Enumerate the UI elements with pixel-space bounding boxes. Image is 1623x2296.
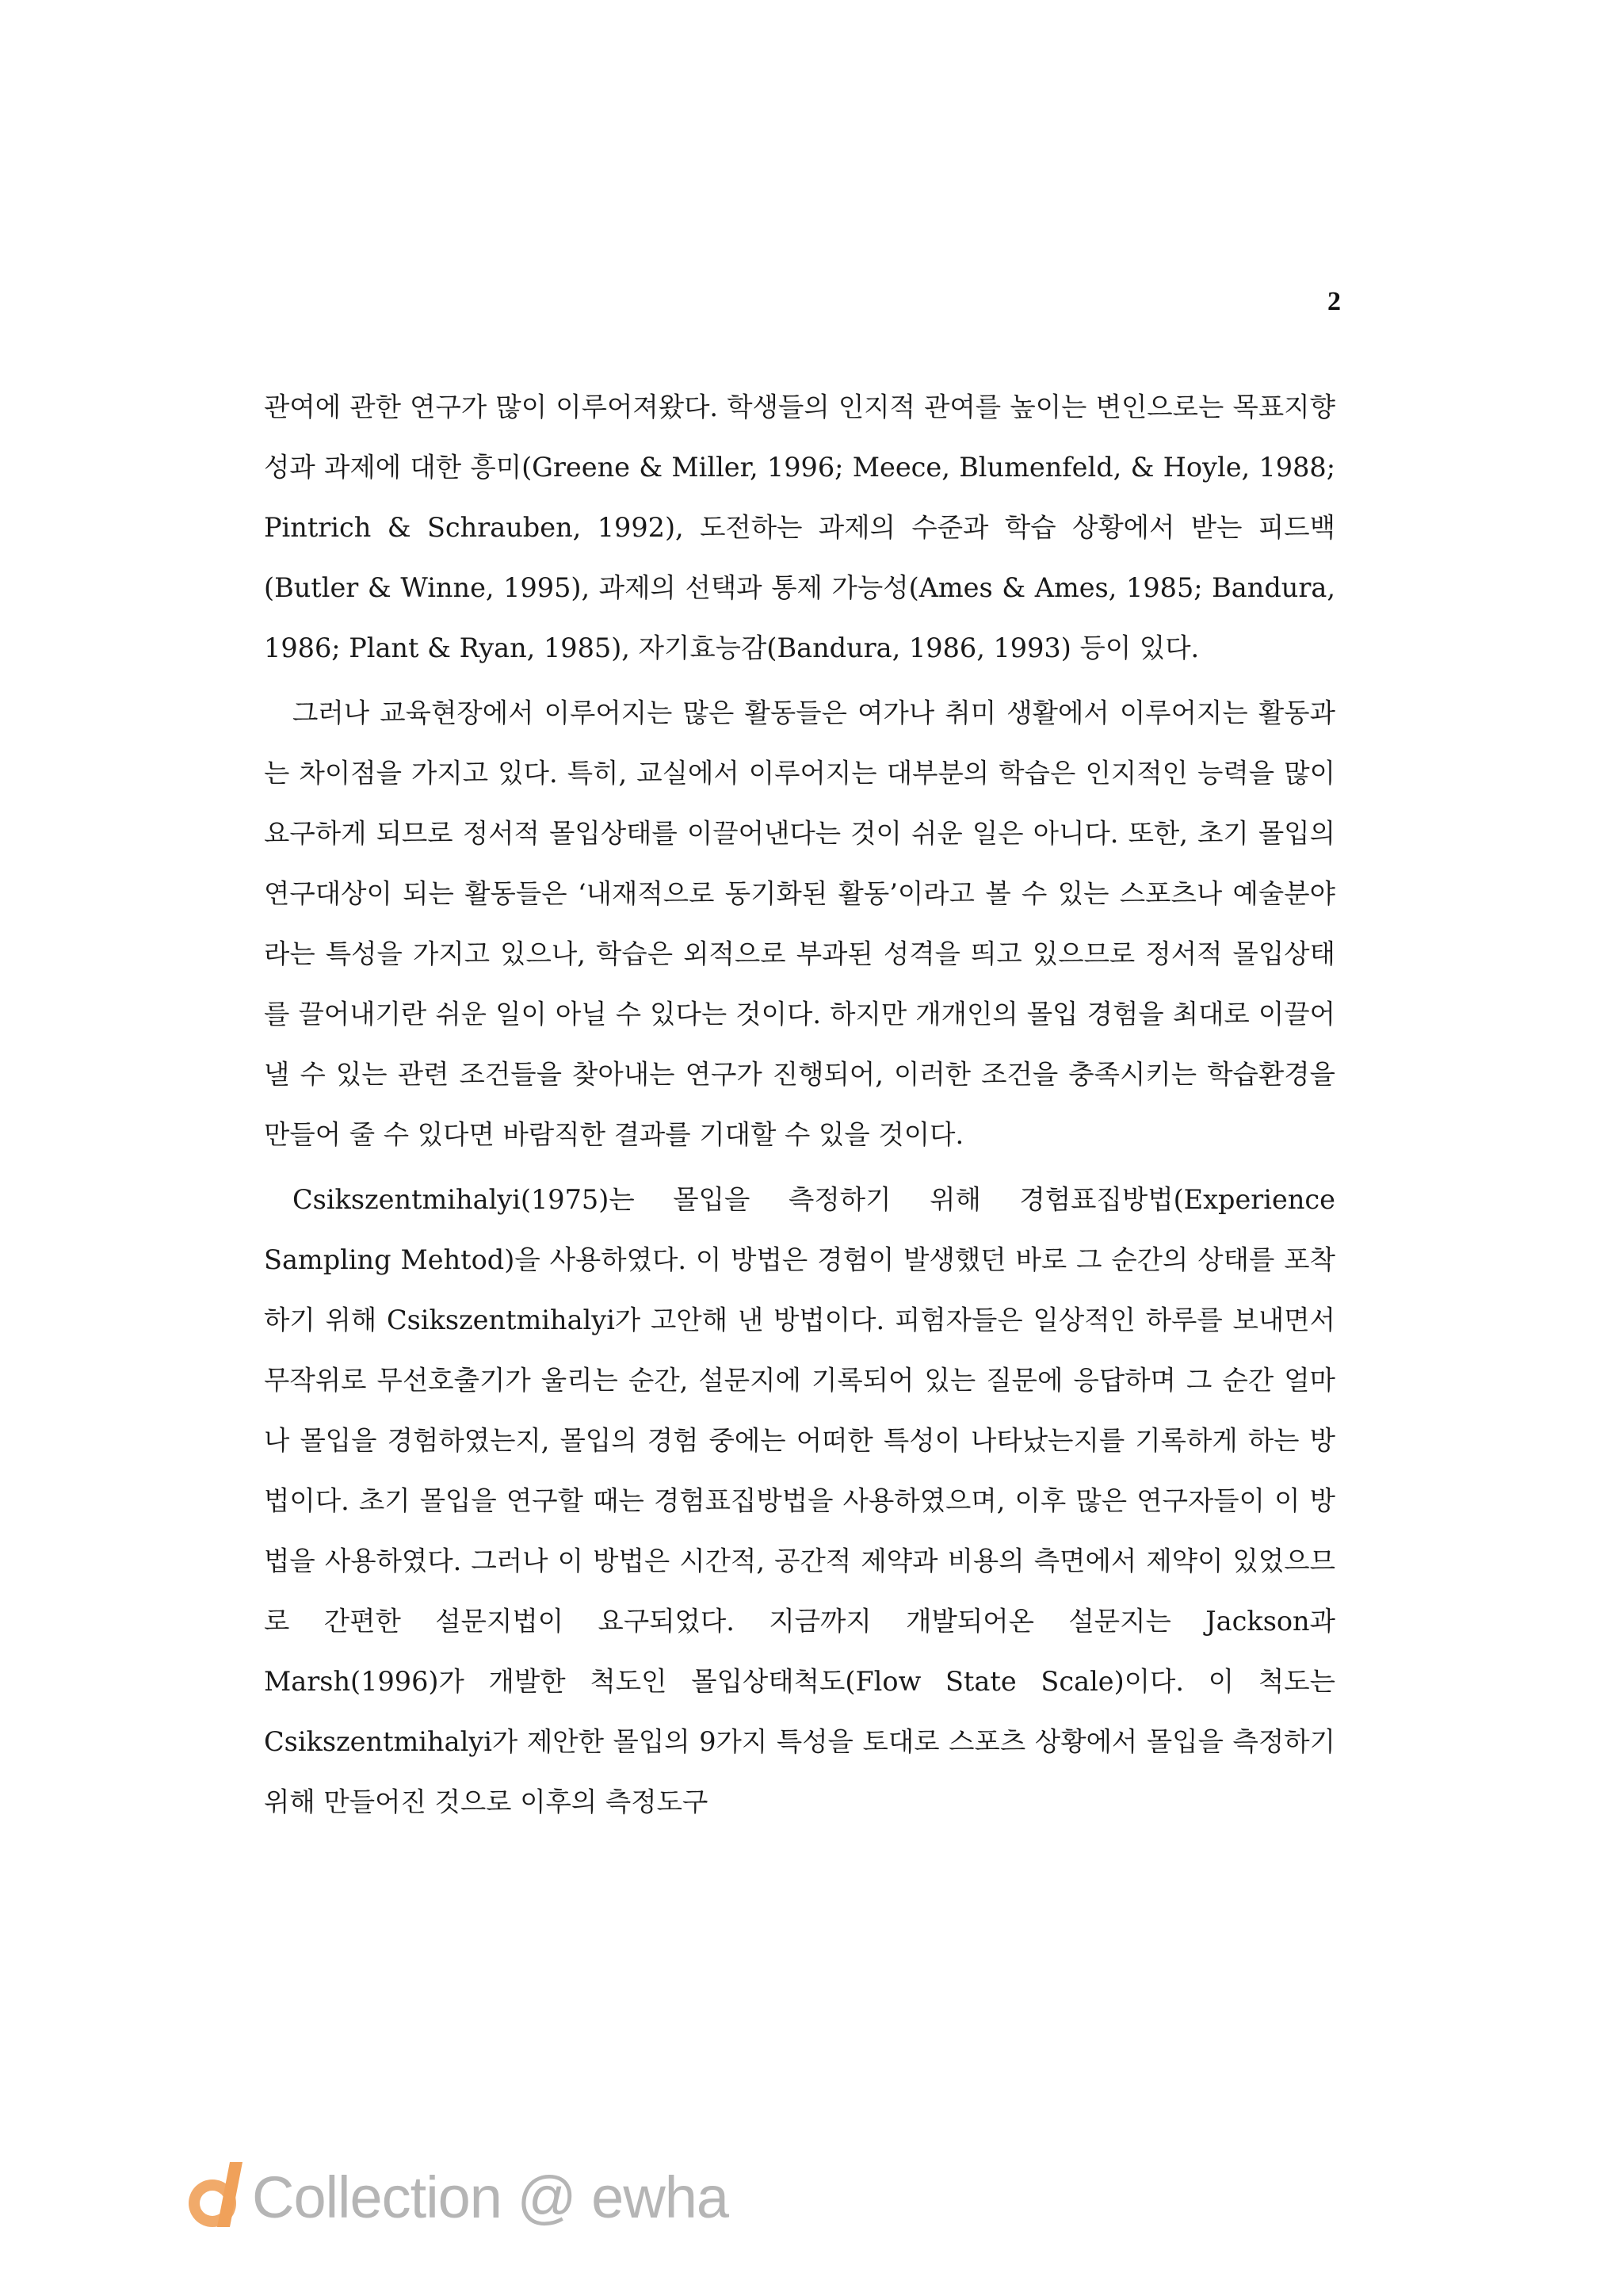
paragraph-1: 관여에 관한 연구가 많이 이루어져왔다. 학생들의 인지적 관여를 높이는 변인으로는 목표지향성과 과제에 대한 흥미(Greene & Miller, 1996; Meece, Blumenfeld, & Hoyle, 1988; Pintrich & Schrauben, 1992), 도전하는 과제의 수준과 학습 상황에서 받는 피드백(Butler & Winne, 1995), 과제의 선택과 통제 가능성(Ames & Ames, 1985; Bandura, 1986; Plant & Ryan, 1985), 자기효능감(Bandura, 1986, 1993) 등이 있다. (264, 392, 1335, 663)
paragraph-2: 그러나 교육현장에서 이루어지는 많은 활동들은 여가나 취미 생활에서 이루어지는 활동과는 차이점을 가지고 있다. 특히, 교실에서 이루어지는 대부분의 학습은 인지적인 능력을 많이 요구하게 되므로 정서적 몰입상태를 이끌어낸다는 것이 쉬운 일은 아니다. 또한, 초기 몰입의 연구대상이 되는 활동들은 ‘내재적으로 동기화된 활동’이라고 볼 수 있는 스포츠나 예술분야라는 특성을 가지고 있으나, 학습은 외적으로 부과된 성격을 띄고 있으므로 정서적 몰입상태를 끌어내기란 쉬운 일이 아닐 수 있다는 것이다. 하지만 개개인의 몰입 경험을 최대로 이끌어 낼 수 있는 관련 조건들을 찾아내는 연구가 진행되어, 이러한 조건을 충족시키는 학습환경을 만들어 줄 수 있다면 바람직한 결과를 기대할 수 있을 것이다. (264, 697, 1335, 1150)
logo-text: Collection @ ewha (252, 2164, 729, 2230)
document-body (264, 377, 1335, 1837)
paragraph-3: Csikszentmihalyi(1975)는 몰입을 측정하기 위해 경험표집방법(Experience Sampling Mehtod)을 사용하였다. 이 방법은 경험이 발생했던 바로 그 순간의 상태를 포착하기 위해 Csikszentmihalyi가 고안해 낸 방법이다. 피험자들은 일상적인 하루를 보내면서 무작위로 무선호출기가 울리는 순간, 설문지에 기록되어 있는 질문에 응답하며 그 순간 얼마나 몰입을 경험하였는지, 몰입의 경험 중에는 어떠한 특성이 나타났는지를 기록하게 하는 방법이다. 초기 몰입을 연구할 때는 경험표집방법을 사용하였으며, 이후 많은 연구자들이 이 방법을 사용하였다. 그러나 이 방법은 시간적, 공간적 제약과 비용의 측면에서 제약이 있었으므로 간편한 설문지법이 요구되었다. 지금까지 개발되어온 설문지는 Jackson과 Marsh(1996)가 개발한 척도인 몰입상태척도(Flow State Scale)이다. 이 척도는 Csikszentmihalyi가 제안한 몰입의 9가지 특성을 토대로 스포츠 상황에서 몰입을 측정하기 위해 만들어진 것으로 이후의 측정도구 (264, 1184, 1335, 1817)
dcollection-d-icon (181, 2157, 249, 2237)
page-number: 2 (1327, 287, 1341, 316)
dcollection-logo (181, 2157, 728, 2237)
